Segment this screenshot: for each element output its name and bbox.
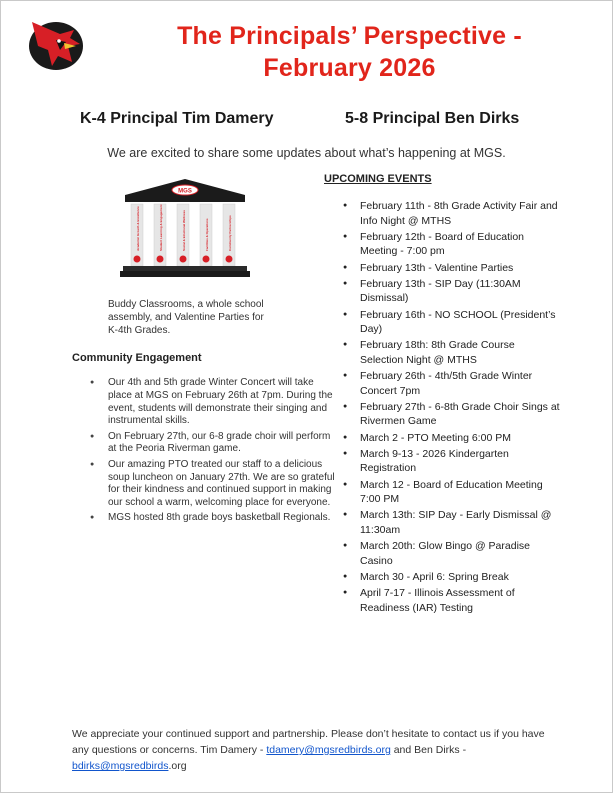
list-item: ● On February 27th, our 6-8 grade choir will perform at the Peoria Riverman game. (108, 431, 338, 457)
newsletter-title (92, 20, 607, 84)
community-heading: Community Engagement (72, 352, 202, 364)
principal-k4: K-4 Principal Tim Damery (80, 110, 274, 127)
event-item: ● February 13th - Valentine Parties (360, 261, 560, 276)
event-item: ● March 9-13 - 2026 Kindergarten Registration (360, 447, 560, 476)
events-list (360, 199, 560, 617)
community-list (72, 377, 338, 528)
event-item: ● March 12 - Board of Education Meeting 7:00 PM (360, 478, 560, 507)
list-item: ● Our amazing PTO treated our staff to a delicious soup luncheon on January 27th. We are so grateful for their kindness and continued support in making our school a warm, welcoming place for everyone. (108, 459, 338, 510)
email-link-bdirks[interactable]: bdirks@mgsredbirds (72, 760, 169, 772)
event-item: ● February 11th - 8th Grade Activity Fair and Info Night @ MTHS (360, 199, 560, 228)
cardinal-logo-icon (26, 16, 86, 72)
closing-text: We appreciate your continued support and partnership. Please don’t hesitate to contact us if you have any questions or concerns. Tim Damery - (72, 728, 545, 756)
closing-text-middle: and Ben Dirks - (390, 744, 467, 756)
event-item: ● February 27th - 6-8th Grade Choir Sings at Rivermen Game (360, 400, 560, 429)
buddy-classrooms-text: Buddy Classrooms, a whole school assembly, and Valentine Parties for K-4th Grades. (108, 299, 264, 336)
event-item: ● March 2 - PTO Meeting 6:00 PM (360, 431, 560, 446)
event-item: ● April 7-17 - Illinois Assessment of Readiness (IAR) Testing (360, 586, 560, 615)
list-item: ● Our 4th and 5th grade Winter Concert will take place at MGS on February 26th at 7pm. During the event, students will demonstrate their singing and instrumental skills. (108, 377, 338, 428)
event-item: ● February 13th - SIP Day (11:30AM Dismissal) (360, 277, 560, 306)
event-item: ● February 12th - Board of Education Meeting - 7:00 pm (360, 230, 560, 259)
pillar-label-5: Community Partnerships (228, 215, 232, 251)
title-line-1: The Principals’ Perspective - (177, 22, 522, 50)
intro-text: We are excited to share some updates about what’s happening at MGS. (107, 146, 506, 160)
title-line-2: February 2026 (263, 54, 436, 82)
pillar-label-1: Academic Growth & Excellence (136, 206, 140, 251)
email-link-tdamery[interactable]: tdamery@mgsredbirds.org (266, 744, 391, 756)
event-item: ● March 30 - April 6: Spring Break (360, 570, 560, 585)
events-heading: UPCOMING EVENTS (324, 173, 432, 185)
event-item: ● February 18th: 8th Grade Course Selection Night @ MTHS (360, 338, 560, 367)
pillar-label-3: Social & Emotional Wellness (182, 210, 186, 251)
event-item: ● March 13th: SIP Day - Early Dismissal @ 11:30am (360, 508, 560, 537)
email-domain-suffix: .org (168, 760, 187, 772)
pillar-label-2: Student Learning & Engagement (159, 204, 163, 251)
emblem-text: MGS (178, 188, 192, 195)
list-item: ● MGS hosted 8th grade boys basketball Regionals. (108, 512, 338, 525)
pillar-label-4: Facilities & Operations (205, 218, 209, 251)
strategic-pillars-image (120, 177, 250, 285)
event-item: ● March 20th: Glow Bingo @ Paradise Casino (360, 539, 560, 568)
event-item: ● February 26th - 4th/5th Grade Winter Concert 7pm (360, 369, 560, 398)
closing-paragraph (72, 726, 562, 774)
principal-58: 5-8 Principal Ben Dirks (345, 110, 520, 127)
event-item: ● February 16th - NO SCHOOL (President’s Day) (360, 308, 560, 337)
